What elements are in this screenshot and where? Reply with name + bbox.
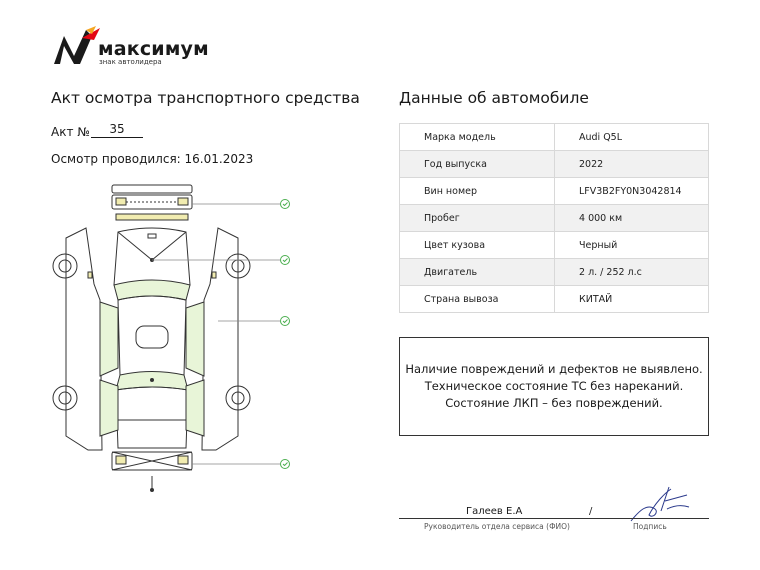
car-data-title: Данные об автомобиле xyxy=(399,89,589,107)
table-row xyxy=(400,205,709,232)
table-row xyxy=(400,259,709,286)
diagram-front-view xyxy=(112,185,192,220)
signature-separator: / xyxy=(589,506,593,517)
spec-label: Марка модель xyxy=(400,124,555,151)
inspection-date-line xyxy=(51,152,253,166)
spec-label: Пробег xyxy=(400,205,555,232)
spec-value: 4 000 км xyxy=(555,205,709,232)
diagram-rear-view xyxy=(112,452,192,492)
spec-value: 2022 xyxy=(555,151,709,178)
spec-value: 2 л. / 252 л.с xyxy=(555,259,709,286)
summary-line: Состояние ЛКП – без повреждений. xyxy=(445,396,663,410)
table-row xyxy=(400,124,709,151)
spec-label: Вин номер xyxy=(400,178,555,205)
table-row xyxy=(400,232,709,259)
inspection-date-value: 16.01.2023 xyxy=(184,152,254,166)
brand-tagline: знак автолидера xyxy=(99,58,162,66)
check-circle-icon xyxy=(281,317,290,326)
check-circle-icon xyxy=(281,460,290,469)
diagram-left-side xyxy=(53,228,118,450)
handwritten-signature xyxy=(625,481,695,527)
summary-line: Наличие повреждений и дефектов не выявлено. xyxy=(405,362,703,376)
spec-label: Цвет кузова xyxy=(400,232,555,259)
signature-caption: Подпись xyxy=(633,522,667,531)
spec-label: Год выпуска xyxy=(400,151,555,178)
logo-m-icon xyxy=(54,26,100,64)
inspection-date-label: Осмотр проводился: xyxy=(51,152,181,166)
spec-value: Audi Q5L xyxy=(555,124,709,151)
signer-role-caption: Руководитель отдела сервиса (ФИО) xyxy=(424,522,570,531)
car-spec-table xyxy=(399,123,709,313)
signer-name: Галеев Е.А xyxy=(466,506,523,517)
act-number-label: Акт № xyxy=(51,125,90,139)
spec-label: Двигатель xyxy=(400,259,555,286)
document-title: Акт осмотра транспортного средства xyxy=(51,89,360,107)
signature-line xyxy=(399,518,709,519)
spec-value: Черный xyxy=(555,232,709,259)
check-circle-icon xyxy=(281,200,290,209)
table-row xyxy=(400,178,709,205)
spec-label: Страна вывоза xyxy=(400,286,555,313)
table-row xyxy=(400,151,709,178)
inspection-summary-box xyxy=(399,337,709,436)
act-number-value: 35 xyxy=(91,122,143,138)
diagram-top-view xyxy=(114,228,190,448)
diagram-right-side xyxy=(186,228,250,450)
spec-value: КИТАЙ xyxy=(555,286,709,313)
check-circle-icon xyxy=(281,256,290,265)
summary-line: Техническое состояние ТС без нареканий. xyxy=(424,379,684,393)
brand-name: максимум xyxy=(98,38,209,60)
car-damage-diagram xyxy=(40,180,300,500)
spec-value: LFV3B2FY0N3042814 xyxy=(555,178,709,205)
table-row xyxy=(400,286,709,313)
